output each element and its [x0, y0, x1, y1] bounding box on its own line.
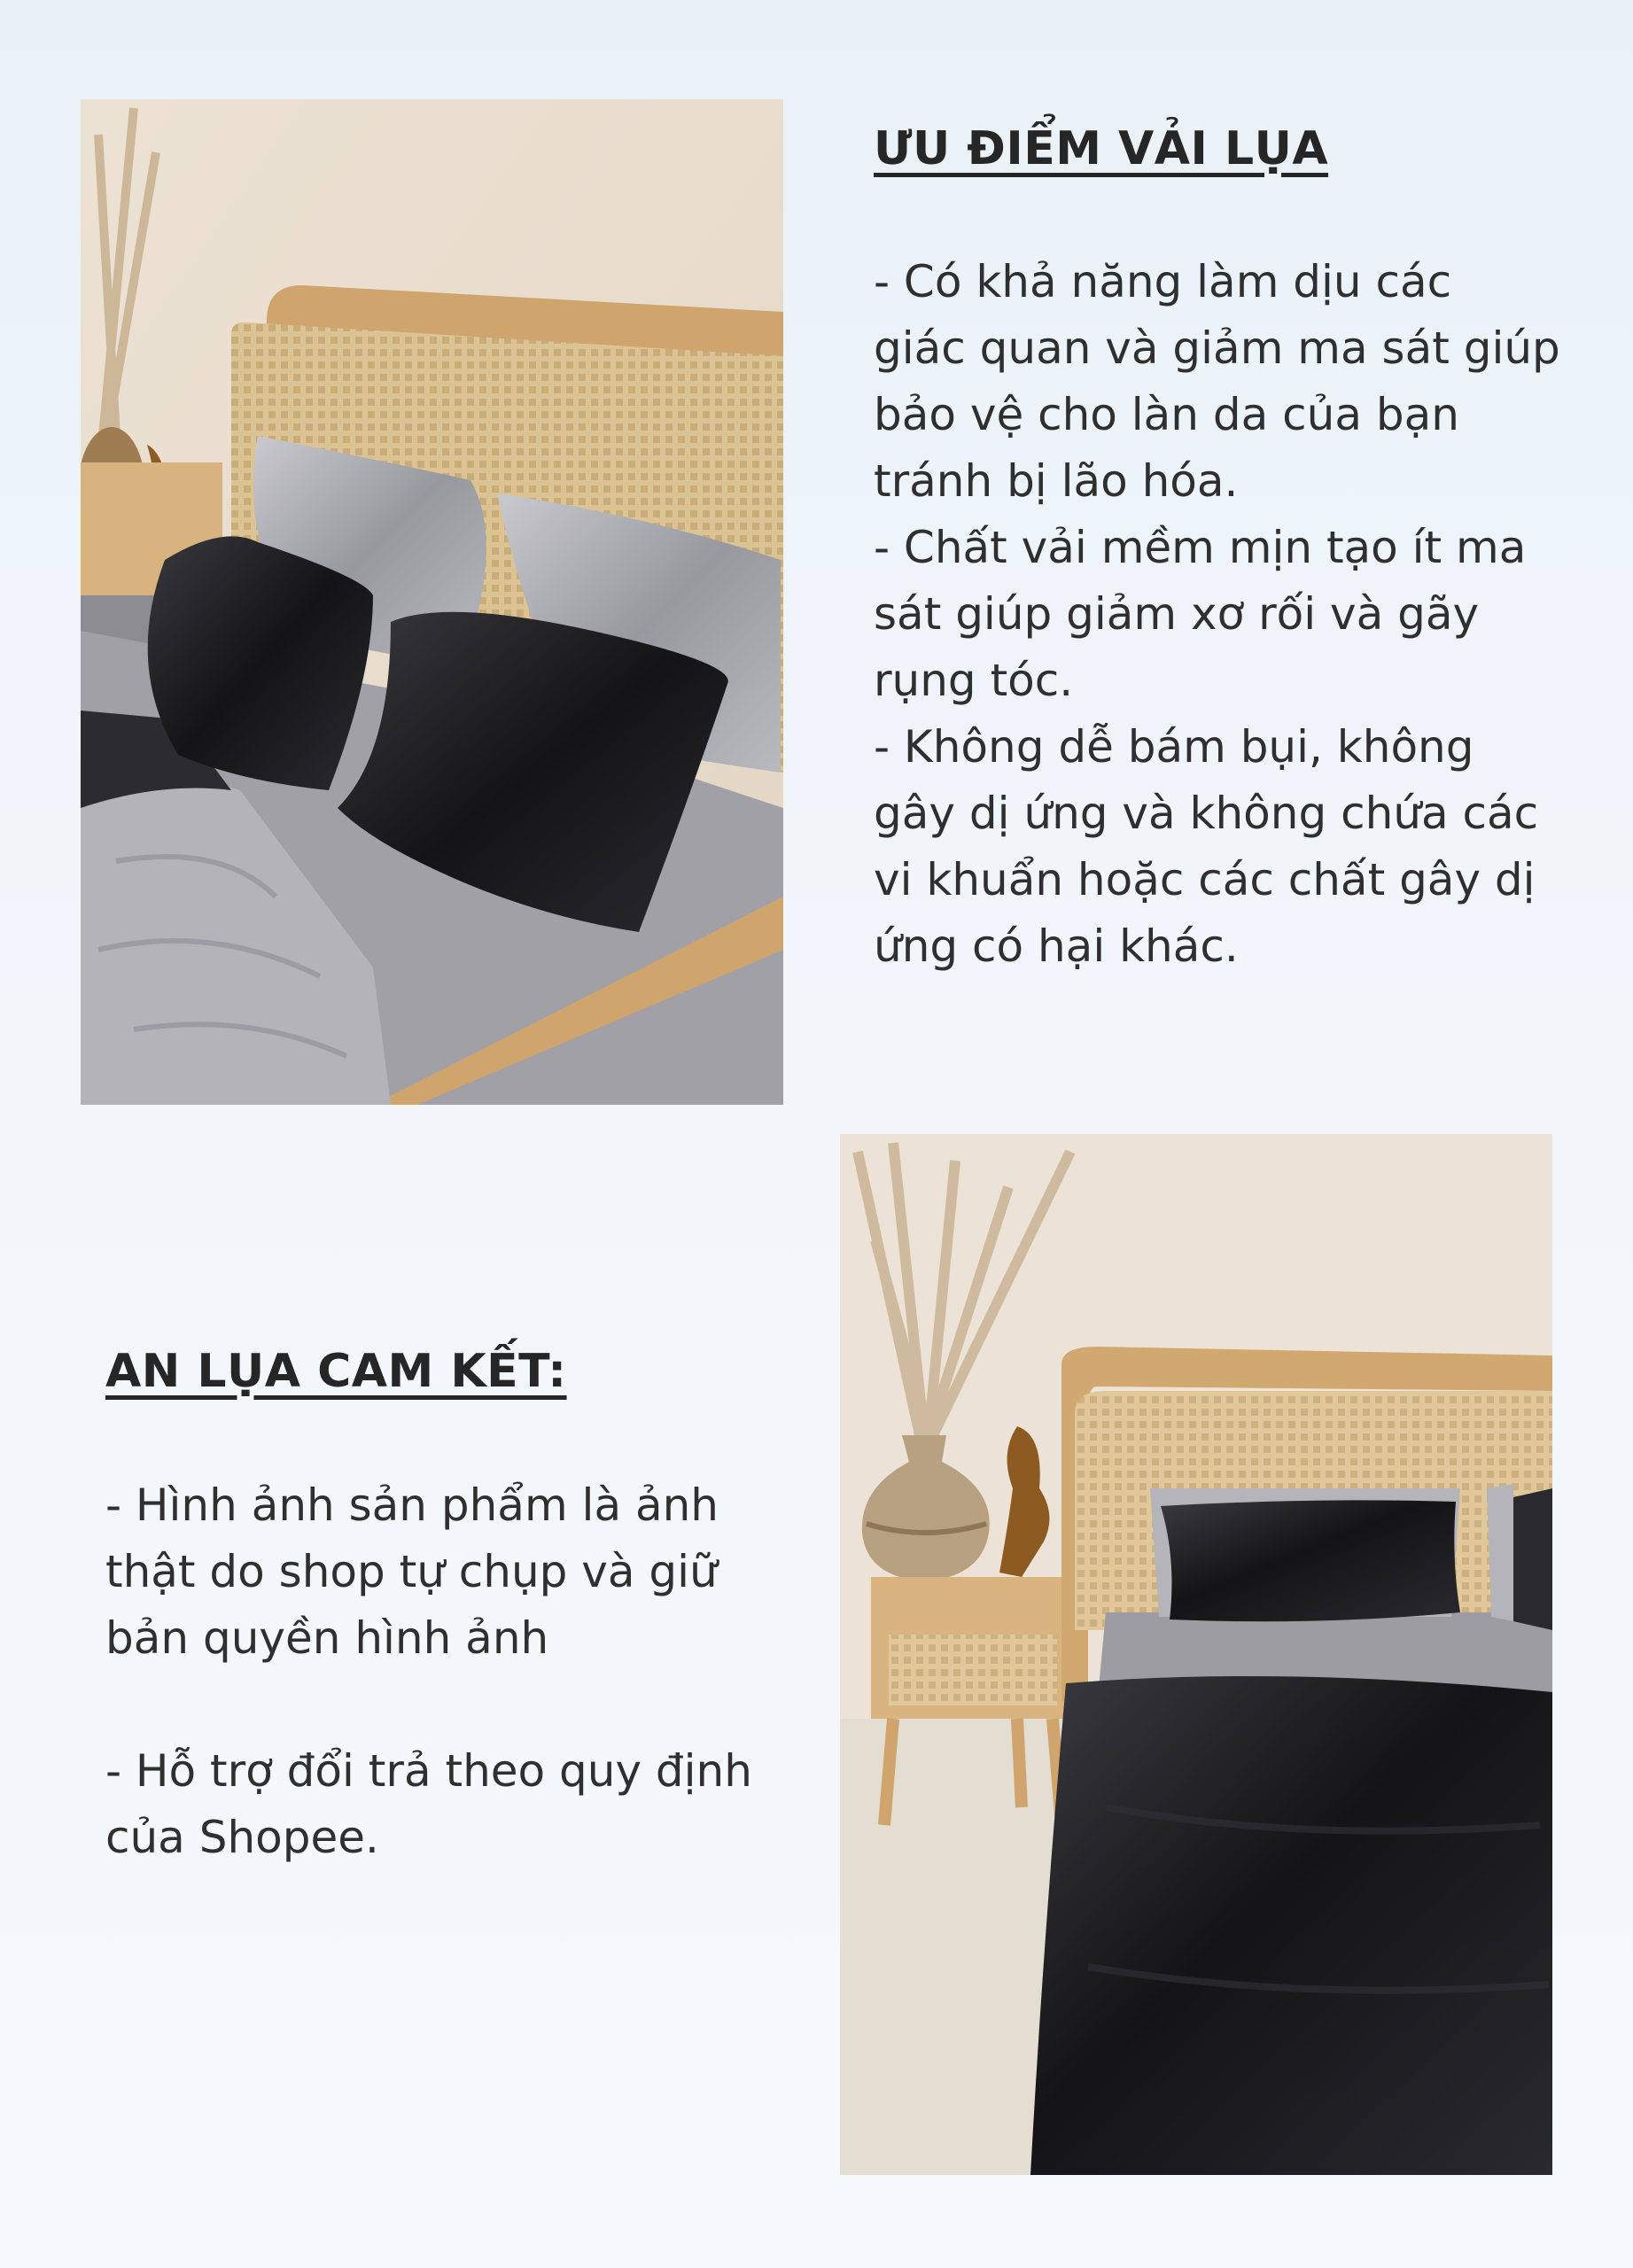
- bedroom-photo-top: [81, 99, 783, 1105]
- text-line: gây dị ứng và không chứa các: [874, 788, 1539, 839]
- text-line: - Không dễ bám bụi, không: [874, 721, 1474, 773]
- text-line: - Hỗ trợ đổi trả theo quy định: [105, 1745, 752, 1797]
- silk-advantages-heading: ƯU ĐIỂM VẢI LỤA: [874, 122, 1329, 175]
- text-line: thật do shop tự chụp và giữ: [105, 1546, 718, 1597]
- text-line: của Shopee.: [105, 1812, 379, 1863]
- text-line: - Hình ảnh sản phẩm là ảnh: [105, 1480, 719, 1531]
- text-line: ứng có hại khác.: [874, 920, 1239, 972]
- text-line: - Chất vải mềm mịn tạo ít ma: [874, 522, 1527, 573]
- text-line: sát giúp giảm xơ rối và gãy: [874, 588, 1480, 640]
- text-line: vi khuẩn hoặc các chất gây dị: [874, 854, 1536, 905]
- text-line: bản quyền hình ảnh: [105, 1612, 549, 1664]
- commitment-text: [105, 1472, 752, 1871]
- commitment-heading: AN LỤA CAM KẾT:: [105, 1345, 567, 1398]
- text-line-spacer: [105, 1672, 752, 1738]
- text-line: bảo vệ cho làn da của bạn: [874, 389, 1459, 440]
- text-line: - Có khả năng làm dịu các: [874, 256, 1452, 307]
- silk-advantages-text: [874, 249, 1560, 980]
- text-line: rụng tóc.: [874, 655, 1074, 706]
- text-line: giác quan và giảm ma sát giúp: [874, 322, 1560, 374]
- text-line: tránh bị lão hóa.: [874, 455, 1239, 507]
- bedroom-photo-bottom: [840, 1134, 1552, 2175]
